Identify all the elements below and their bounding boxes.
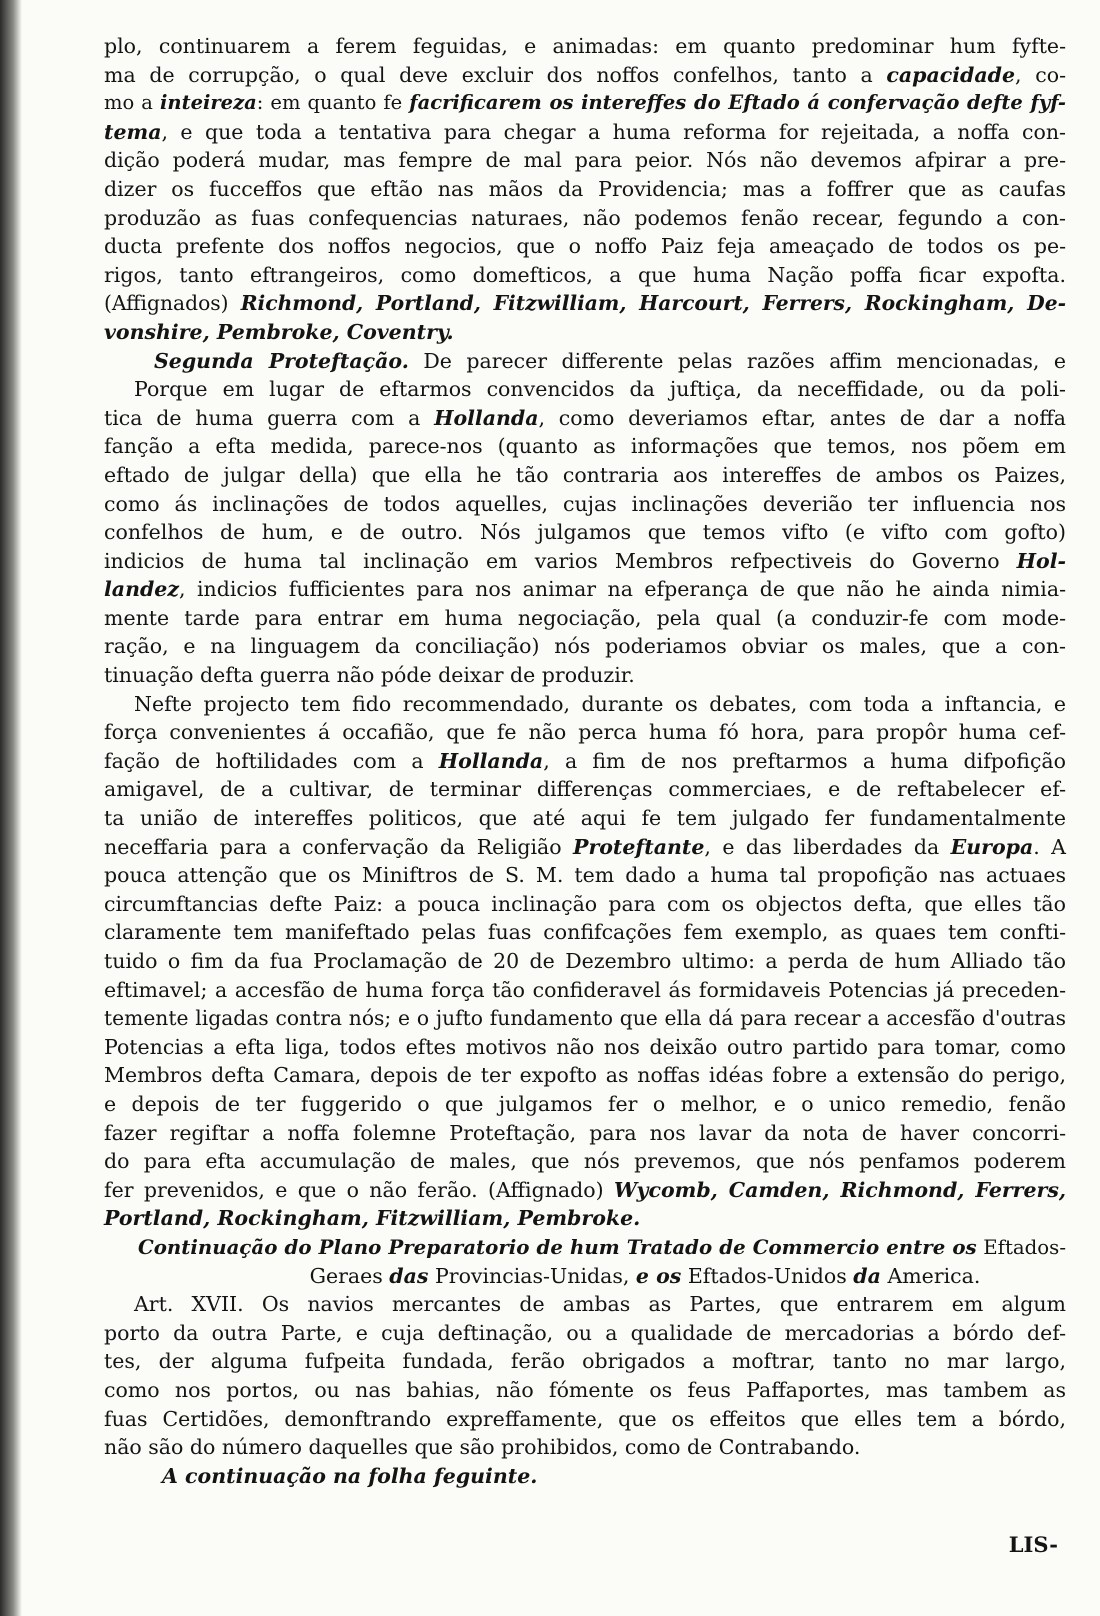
text-line <box>104 890 1066 919</box>
text-line <box>104 604 1066 633</box>
text-segment: , indicios fufficientes para nos animar na efperança de que não he ainda nimia- <box>179 577 1066 602</box>
italic-text: inteireza <box>160 91 257 115</box>
text-segment: , e que toda a tentativa para chegar a huma reforma for rejeitada, a noffa con- <box>161 119 1066 144</box>
text-segment: mo a <box>104 91 160 115</box>
text-segment: produzão as fuas confequencias naturaes, não podemos fenão recear, fegundo a con- <box>104 205 1066 230</box>
text-line <box>104 575 1066 604</box>
text-line <box>104 1147 1066 1176</box>
text-line <box>104 547 1066 576</box>
text-line <box>104 1290 1066 1319</box>
text-line <box>104 1462 1066 1491</box>
italic-text: e os <box>635 1263 682 1288</box>
text-segment: eftado de julgar della) que ella he tão contraria aos intereffes de ambos os Paizes, <box>104 462 1066 487</box>
text-segment: Membros defta Camara, depois de ter expofto as noffas idéas fobre a extensão do perigo, <box>104 1063 1066 1088</box>
text-segment: ma de corrupção, o qual deve excluir dos noffos confelhos, tanto a <box>104 62 887 87</box>
text-body <box>104 32 1066 1490</box>
text-segment: ta união de intereffes politicos, que até aqui fe tem julgado fer fundamentalmente <box>104 806 1066 831</box>
text-segment: fação de hoftilidades com a <box>104 748 439 773</box>
text-segment: Provincias-Unidas, <box>428 1263 636 1288</box>
text-segment: amigavel, de a cultivar, de terminar differenças commerciaes, e de reftabelecer ef- <box>104 777 1066 802</box>
text-line <box>104 432 1066 461</box>
text-line <box>104 204 1066 233</box>
text-line <box>104 976 1066 1005</box>
text-segment: fazer regiftar a noffa folemne Proteftação, para nos lavar da nota de haver concorri- <box>104 1120 1066 1145</box>
text-segment: como ás inclinações de todos aquelles, cujas inclinações deverião ter influencia nos <box>104 491 1066 516</box>
text-segment: , co- <box>1015 62 1066 87</box>
text-segment: fuas Certidões, demonftrando expreffamente, que os effeitos que elles tem a bórdo, <box>104 1406 1066 1431</box>
text-line <box>104 861 1066 890</box>
text-line <box>104 490 1066 519</box>
text-line <box>104 1376 1066 1405</box>
text-line <box>104 632 1066 661</box>
text-segment: tes, der alguma fufpeita fundada, ferão obrigados a moftrar, tanto no mar largo, <box>104 1349 1066 1374</box>
text-line <box>104 318 1066 347</box>
text-segment: força convenientes á occafião, que fe não perca huma fó hora, para propôr huma cef- <box>104 720 1066 745</box>
italic-text: tema <box>104 119 162 144</box>
italic-text: landez <box>104 577 179 602</box>
text-line <box>104 1204 1066 1233</box>
catchword: LIS- <box>1008 1532 1058 1557</box>
text-segment: (Affignados) <box>104 291 241 316</box>
text-segment: não são do número daquelles que são prohibidos, como de Contrabando. <box>104 1435 861 1460</box>
text-segment: dição poderá mudar, mas fempre de mal para peior. Nós não devemos afpirar a pre- <box>104 148 1066 173</box>
text-line <box>104 804 1066 833</box>
text-segment: De parecer differente pelas razões affim mencionadas, e <box>408 348 1066 373</box>
italic-text: Wycomb, Camden, Richmond, Ferrers, <box>613 1177 1066 1202</box>
text-segment: Geraes <box>309 1263 390 1288</box>
text-line <box>104 375 1066 404</box>
text-segment: do para efta accumulação de males, que nós prevemos, que nós penfamos poderem <box>104 1149 1066 1174</box>
text-line <box>104 775 1066 804</box>
text-line <box>104 833 1066 862</box>
text-segment: pouca attenção que os Miniftros de S. M. tem dado a huma tal propofição nas actuaes <box>104 863 1066 888</box>
text-segment: tica de huma guerra com a <box>104 405 435 430</box>
text-line <box>104 1004 1066 1033</box>
text-line <box>104 518 1066 547</box>
text-line <box>104 1061 1066 1090</box>
italic-text: Richmond, Portland, Fitzwilliam, Harcourt, Ferrers, Rockingham, De- <box>240 291 1066 316</box>
text-segment: , a fim de nos preftarmos a huma difpofição <box>543 748 1066 773</box>
text-segment: rigos, tanto eftrangeiros, como domefticos, a que huma Nação poffa ficar expofta. <box>104 262 1066 287</box>
italic-text: Hollanda <box>434 405 539 430</box>
text-segment: plo, continuarem a ferem feguidas, e animadas: em quanto predominar hum fyfte- <box>104 34 1066 58</box>
text-line <box>104 747 1066 776</box>
text-segment: Art. XVII. Os navios mercantes de ambas as Partes, que entrarem em algum <box>134 1292 1066 1317</box>
text-segment: e depois de ter fuggerido o que julgamos fer o melhor, e o unico remedio, fenão <box>104 1091 1066 1116</box>
text-line <box>104 1433 1066 1462</box>
text-line <box>104 261 1066 290</box>
text-line <box>104 1033 1066 1062</box>
text-line <box>104 1347 1066 1376</box>
text-line <box>104 175 1066 204</box>
text-segment: America. <box>880 1263 981 1288</box>
italic-text: Hollanda <box>438 748 544 773</box>
text-segment: neceffaria para a confervação da Religião <box>104 834 574 859</box>
text-line <box>104 1176 1066 1205</box>
text-segment: Eftados- <box>976 1235 1066 1259</box>
text-line <box>104 146 1066 175</box>
text-line <box>104 1319 1066 1348</box>
text-line <box>104 461 1066 490</box>
text-segment: fanção a efta medida, parece-nos (quanto as informações que temos, nos põem em <box>104 434 1066 459</box>
italic-text: facrificarem os intereffes do Eftado á confervação defte fyf- <box>409 91 1066 115</box>
text-segment: , como deveriamos eftar, antes de dar a noffa <box>538 405 1066 430</box>
text-line <box>104 918 1066 947</box>
text-line <box>104 1262 1066 1291</box>
italic-text: Segunda Proteftação. <box>154 348 409 373</box>
text-segment: claramente tem manifeftado pelas fuas confifcações fem exemplo, as quaes tem confti- <box>104 920 1066 945</box>
text-line <box>104 118 1066 147</box>
italic-text: capacidade <box>886 62 1016 87</box>
italic-text: Hol- <box>1016 548 1066 573</box>
text-segment: tuido o fim da fua Proclamação de 20 de Dezembro ultimo: a perda de hum Alliado tão <box>104 949 1066 973</box>
text-line <box>104 718 1066 747</box>
text-segment: fer prevenidos, e que o não ferão. (Affignado) <box>104 1177 614 1202</box>
italic-text: da <box>853 1263 881 1288</box>
text-segment: como nos portos, ou nas bahias, não fómente os feus Paffaportes, mas tambem as <box>104 1377 1066 1402</box>
italic-text: das <box>389 1263 429 1288</box>
text-line <box>104 661 1066 690</box>
text-line <box>104 1233 1066 1262</box>
italic-text: vonshire, Pembroke, Coventry. <box>104 319 454 344</box>
text-line <box>104 404 1066 433</box>
text-line <box>104 690 1066 719</box>
text-segment: Nefte projecto tem fido recommendado, durante os debates, com toda a inftancia, e <box>134 691 1066 716</box>
text-line <box>104 32 1066 61</box>
text-segment: confelhos de hum, e de outro. Nós julgamos que temos vifto (e vifto com gofto) <box>104 520 1066 545</box>
text-line <box>104 232 1066 261</box>
text-line <box>104 89 1066 118</box>
text-segment: temente ligadas contra nós; e o jufto fundamento que ella dá para recear a accesfão d'outras <box>104 1006 1066 1031</box>
text-line <box>104 61 1066 90</box>
text-segment: ducta prefente dos noffos negocios, que o noffo Paiz feja ameaçado de todos os pe- <box>104 234 1066 259</box>
italic-text: Proteftante <box>573 834 705 859</box>
italic-text: Continuação do Plano Preparatorio de hum Tratado de Commercio entre os <box>138 1234 977 1259</box>
text-line <box>104 347 1066 376</box>
text-segment: Eftados-Unidos <box>681 1263 854 1288</box>
text-line <box>104 1119 1066 1148</box>
text-segment: porto da outra Parte, e cuja deftinação, ou a qualidade de mercadorias a bórdo def- <box>104 1320 1066 1345</box>
text-segment: : em quanto fe <box>256 91 410 115</box>
text-segment: . A <box>1033 834 1066 859</box>
text-segment: , e das liberdades da <box>704 834 951 859</box>
text-line <box>104 947 1066 976</box>
text-line <box>104 289 1066 318</box>
italic-text: Europa <box>950 834 1034 859</box>
text-segment: indicios de huma tal inclinação em varios Membros refpectiveis do Governo <box>104 548 1017 573</box>
text-segment: circumftancias defte Paiz: a pouca inclinação para com os objectos defta, que elles tão <box>104 891 1066 916</box>
text-segment: Porque em lugar de eftarmos convencidos da juftiça, da neceffidade, ou da poli- <box>134 377 1066 402</box>
text-line <box>104 1090 1066 1119</box>
italic-text: A continuação na folha feguinte. <box>162 1463 538 1488</box>
text-segment: Potencias a efta liga, todos eftes motivos não nos deixão outro partido para tomar, como <box>104 1034 1066 1059</box>
text-segment: tinuação defta guerra não póde deixar de produzir. <box>104 663 635 688</box>
text-segment: dizer os fucceffos que eftão nas mãos da Providencia; mas a foffrer que as caufas <box>104 176 1066 201</box>
text-line <box>104 1405 1066 1434</box>
text-segment: ração, e na linguagem da conciliação) nós poderiamos obviar os males, que a con- <box>104 634 1066 659</box>
text-segment: mente tarde para entrar em huma negociação, pela qual (a conduzir-fe com mode- <box>104 605 1066 630</box>
text-segment: eftimavel; a accesfão de huma força tão confideravel ás formidaveis Potencias já preceden- <box>104 977 1066 1002</box>
italic-text: Portland, Rockingham, Fitzwilliam, Pembroke. <box>104 1206 641 1231</box>
